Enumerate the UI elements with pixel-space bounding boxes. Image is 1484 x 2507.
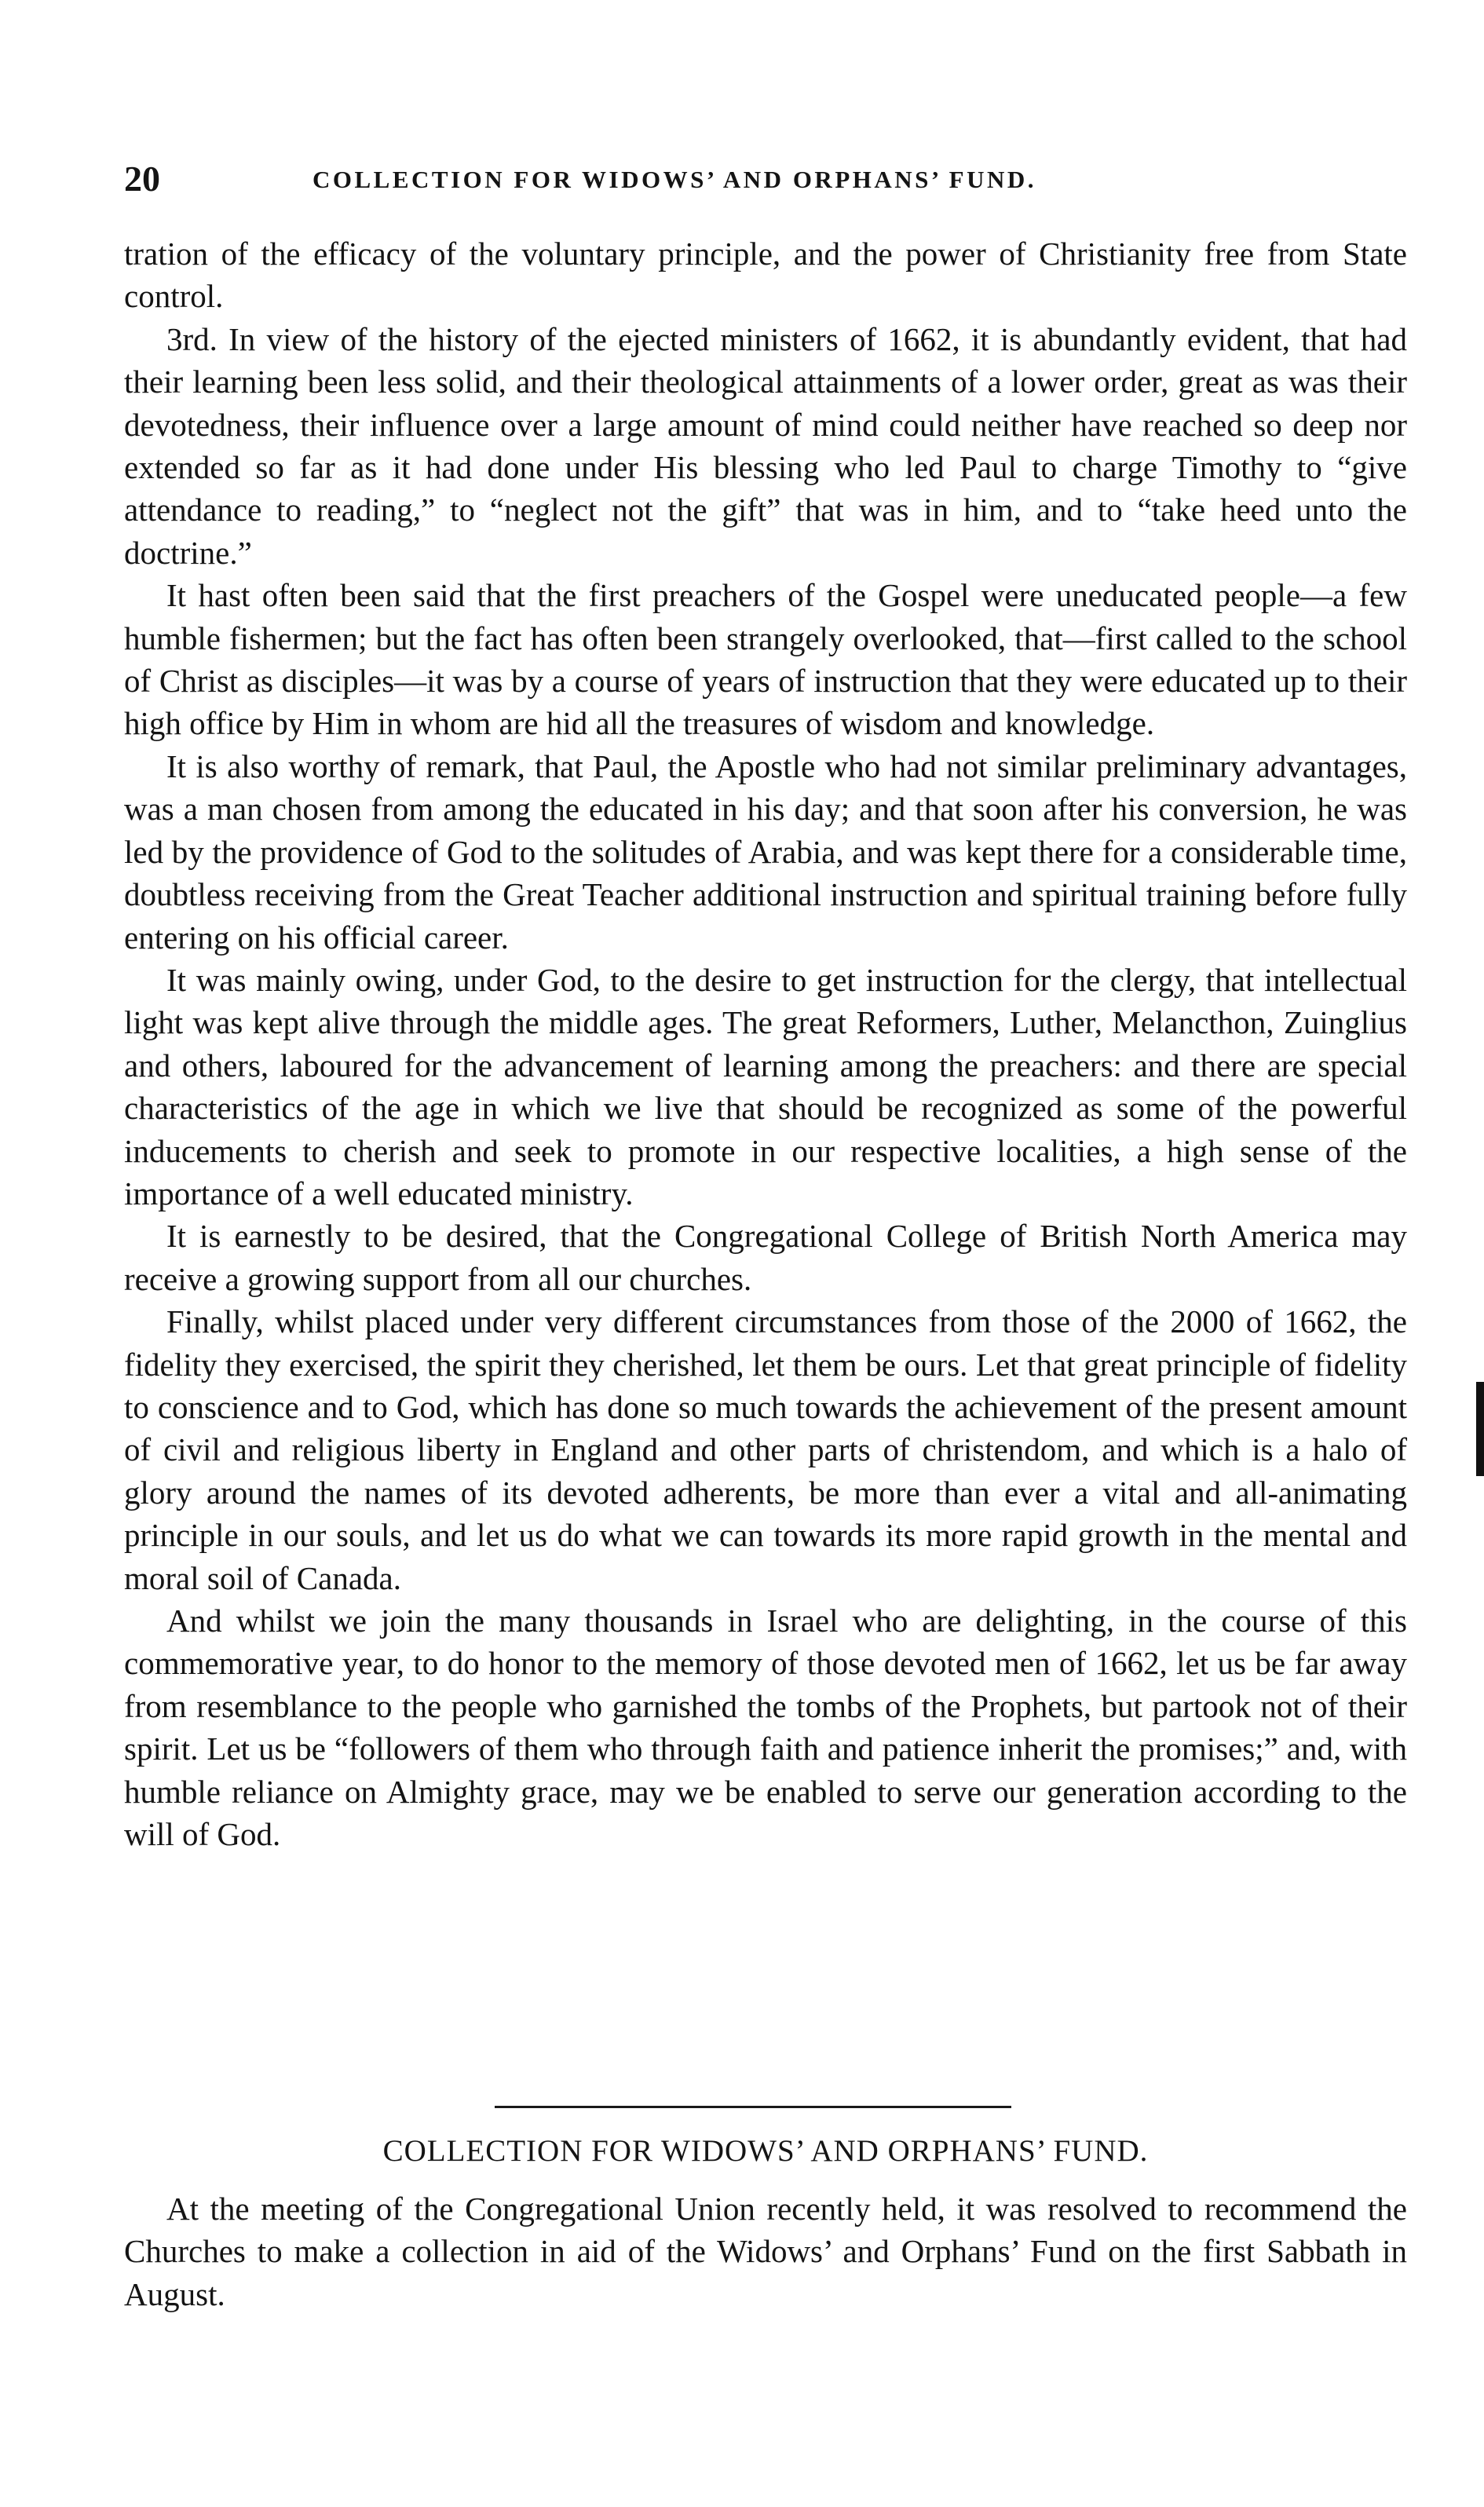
paragraph-finally: Finally, whilst placed under very different circumstances from those of the 2000 of 1662, the fidelity they exercised, the spirit they cherished, let them be ours. Let that great principle of fidelity to conscience and to God, which has done so much towards the achievement of the present amount of civil and religious liberty in England and other parts of christendom, and which is a halo of glory around the names of its devoted adherents, be more than ever a vital and all-animating principle in our souls, and let us do what we can towards its more rapid growth in the mental and moral soil of Canada. — [124, 1303, 1407, 1596]
paragraph-congregational-college: It is earnestly to be desired, that the Congregational College of British North America may receive a growing support from all our churches. — [124, 1218, 1407, 1297]
running-head-title: COLLECTION FOR WIDOWS’ AND ORPHANS’ FUND. — [313, 166, 1036, 193]
scan-edge-mark — [1476, 1382, 1484, 1476]
paragraph-ejected-ministers: 3rd. In view of the history of the ejected ministers of 1662, it is abundantly evident, that had their learning been less solid, and their theological attainments of a lower order, great as was their devotedness, their influence over a large amount of mind could neither have reached so deep nor extended so far as it had done under His blessing who led Paul to charge Timothy to “give attendance to reading,” to “neglect not the gift” that was in him, and to “take heed unto the doctrine.” — [124, 320, 1407, 571]
paragraph-apostle-paul: It is also worthy of remark, that Paul, the Apostle who had not similar preliminary advantages, was a man chosen from among the educated in his day; and that soon after his conversion, he was led by the providence of God to the solitudes of Arabia, and was kept there for a considerable time, doubtless receiving from the Great Teacher additional instruction and spiritual training before fully entering on his official career. — [124, 747, 1407, 956]
body-text — [124, 232, 1407, 1855]
paragraph-middle-ages: It was mainly owing, under God, to the desire to get instruction for the clergy, that intellectual light was kept alive through the middle ages. The great Reformers, Luther, Melancthon, Zuinglius and others, laboured for the advancement of learning among the preachers: and there are special characteristics of the age in which we live that should be recognized as some of the powerful inducements to cherish and seek to promote in our respective localities, a high sense of the importance of a well educated ministry. — [124, 961, 1407, 1211]
page-number: 20 — [124, 159, 160, 199]
section-body — [124, 2187, 1407, 2315]
paragraph-collection-notice: At the meeting of the Congregational Union recently held, it was resolved to recommend the Churches to make a collection in aid of the Widows’ and Orphans’ Fund on the first Sabbath in August. — [124, 2191, 1407, 2312]
paragraph-continuation: tration of the efficacy of the voluntary principle, and the power of Christianity free from State control. — [124, 236, 1407, 315]
section-heading: COLLECTION FOR WIDOWS’ AND ORPHANS’ FUND. — [382, 2134, 1149, 2168]
paragraph-first-preachers: It hast often been said that the first preachers of the Gospel were uneducated people—a few humble fishermen; but the fact has often been strangely overlooked, that—first called to the school of Christ as disciples—it was by a course of years of instruction that they were educated up to their high office by Him in whom are hid all the treasures of wisdom and knowledge. — [124, 577, 1407, 742]
running-head — [124, 155, 1396, 203]
paragraph-commemorative-year: And whilst we join the many thousands in Israel who are delighting, in the course of this commemorative year, to do honor to the memory of those devoted men of 1662, let us be far away from resemblance to the people who garnished the tombs of the Prophets, but partook not of their spirit. Let us be “followers of them who through faith and patience inherit the promises;” and, with humble reliance on Almighty grace, may we be enabled to serve our generation according to the will of God. — [124, 1603, 1407, 1853]
section-divider — [495, 2106, 1011, 2108]
